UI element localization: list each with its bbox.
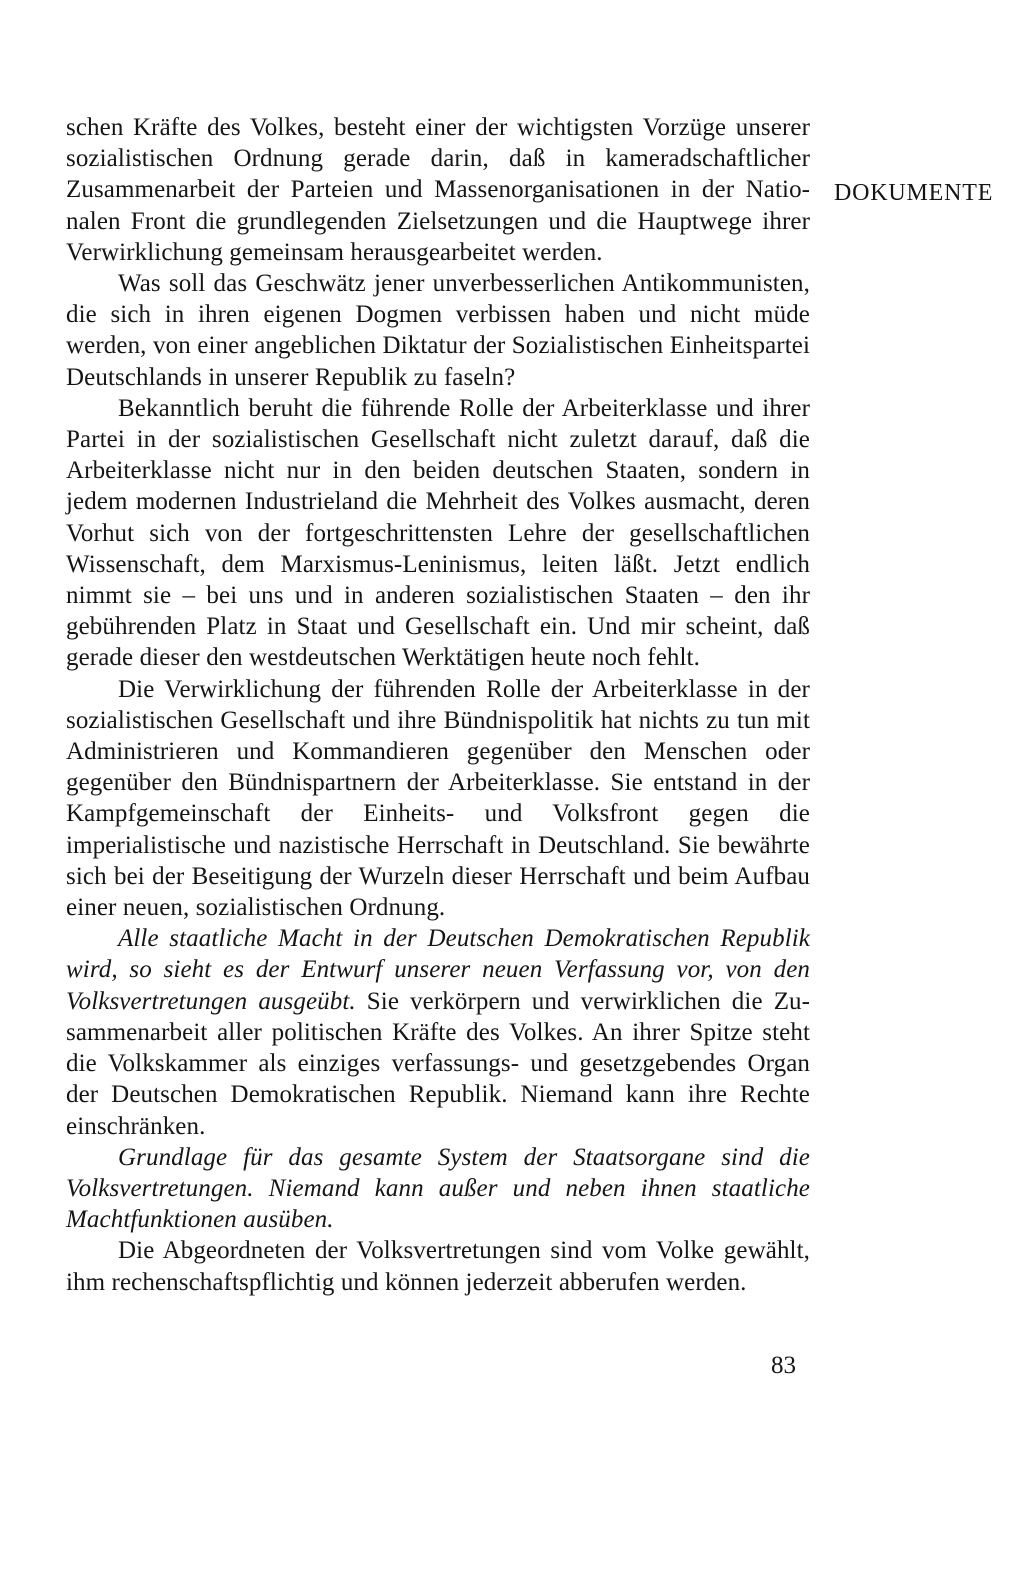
paragraph-4: Die Verwirklichung der führenden Rolle der Arbeiterklasse in der sozialistischen Gesellschaft und ihre Bündnispolitik hat nichts zu tun mit Administrieren und Kommandieren gegenüber den Menschen oder gegenüber den Bündnispartnern der Arbeiterklasse. Sie entstand in der Kampfgemeinschaft der Einheits- und Volksfront gegen die imperialistische und nazistische Herrschaft in Deutschland. Sie bewährte sich bei der Beseitigung der Wurzeln dieser Herrschaft und beim Aufbau einer neuen, sozialistischen Ordnung.: [66, 675, 810, 922]
paragraph-7: Die Abgeordneten der Volksvertretungen sind vom Volke gewählt, ihm rechenschaftspflichtig und können jederzeit abberufen werden.: [66, 1237, 810, 1296]
page-number: 83: [771, 1352, 796, 1379]
paragraph-3: Bekanntlich beruht die führende Rolle der Arbeiterklasse und ihrer Partei in der sozialistischen Gesellschaft nicht zuletzt darauf, daß die Arbeiterklasse nicht nur in den beiden deutschen Staaten, sondern in jedem modernen Industrieland die Mehrheit des Volkes ausmacht, deren Vorhut sich von der fortgeschrittensten Lehre der gesellschaftlichen Wissenschaft, dem Marxismus-Leninismus, leiten läßt. Jetzt endlich nimmt sie – bei uns und in anderen sozialistischen Staaten – den ihr gebührenden Platz in Staat und Gesellschaft ein. Und mir scheint, daß gerade dieser den westdeutschen Werktätigen heute noch fehlt.: [66, 394, 810, 672]
paragraph-6: [66, 1142, 810, 1236]
paragraph-6-italic: Grundlage für das gesamte System der Staatsorgane sind die Volksvertretungen. Niemand kann außer und neben ihnen staatliche Machtfunktionen ausüben.: [66, 1143, 810, 1234]
paragraph-5-italic: Alle staatliche Macht in der Deutschen Demokratischen Republik wird, so sieht es der Entwurf unserer neuen Verfassung vor, von den Volksvertretungen ausgeübt.: [66, 925, 810, 1015]
margin-section-label: DOKUMENTE: [834, 180, 994, 206]
paragraph-2: Was soll das Geschwätz jener unverbesserlichen Antikommunisten, die sich in ihren eigenen Dogmen verbissen haben und nicht müde werden, von einer angeblichen Diktatur der Sozialistischen Einheitspartei Deutschlands in unserer Republik zu faseln?: [66, 270, 810, 391]
paragraph-5: [66, 923, 810, 1141]
paragraph-5-text: Sie verkörpern und verwirklichen die Zusammenarbeit aller politischen Kräfte des Volkes. An ihrer Spitze steht die Volkskammer als einziges verfassungs- und gesetzgebendes Organ der Deutschen Demokratischen Republik. Niemand kann ihre Rechte einschränken.: [66, 987, 810, 1140]
paragraph-1: schen Kräfte des Volkes, besteht einer der wichtigsten Vorzüge unserer sozialistischen Ordnung gerade darin, daß in kameradschaftlicher Zusammenarbeit der Parteien und Massenorganisationen in der Nationalen Front die grundlegenden Zielsetzungen und die Hauptwege ihrer Verwirklichung gemeinsam herausgearbeitet werden.: [66, 114, 810, 266]
body-text: [66, 112, 810, 1298]
